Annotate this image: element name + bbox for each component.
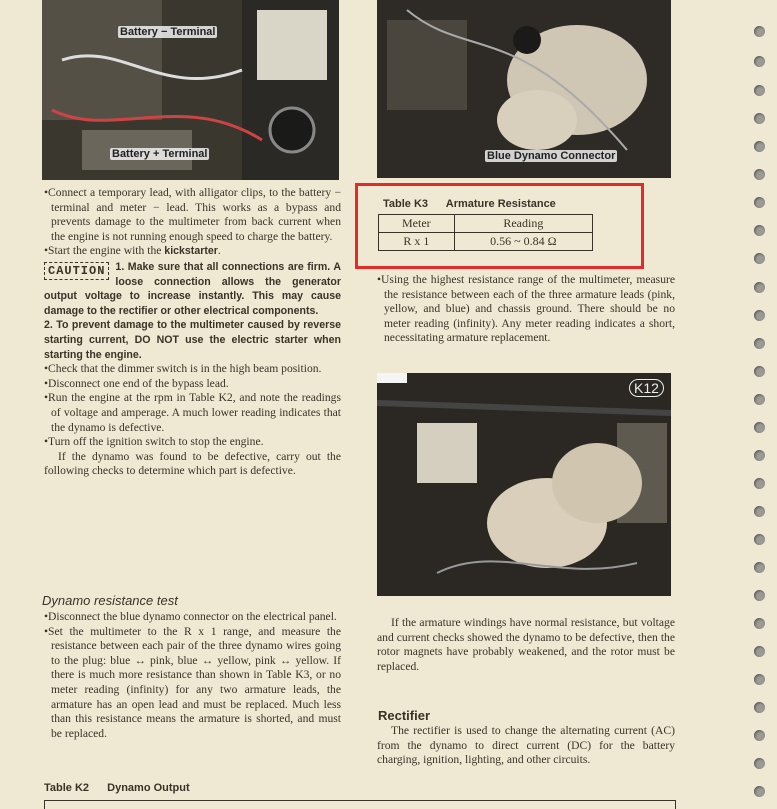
binder-hole (754, 85, 765, 96)
binder-hole (754, 646, 765, 657)
binder-hole (754, 786, 765, 797)
binder-hole (754, 169, 765, 180)
dynamo-resistance-heading: Dynamo resistance test (42, 593, 178, 608)
binder-hole (754, 562, 765, 573)
binder-hole (754, 26, 765, 37)
right-column-bottom (377, 724, 675, 768)
binder-hole (754, 113, 765, 124)
binder-hole (754, 618, 765, 629)
binder-hole (754, 253, 765, 264)
binder-hole (754, 225, 765, 236)
binder-hole (754, 450, 765, 461)
table-k2-number: Table K2 (44, 782, 90, 794)
paragraph-start-engine (44, 244, 341, 259)
table-k3-header-meter: Meter (379, 215, 455, 233)
left-column-bottom (44, 610, 341, 741)
paragraph-ignition-off: •Turn off the ignition switch to stop the engine. (44, 435, 264, 449)
binder-hole (754, 197, 765, 208)
binder-hole (754, 730, 765, 741)
left-column-top (44, 186, 341, 479)
caution-box: CAUTION (44, 262, 109, 280)
table-k3-cell-meter: R x 1 (379, 233, 455, 251)
rectifier-heading: Rectifier (378, 708, 431, 723)
binder-hole (754, 534, 765, 545)
figure-k12-label: K12 (629, 379, 664, 397)
right-column-middle (377, 616, 675, 674)
caution-item-1: 1. Make sure that all connections are firm. A loose connection allows the generator output voltage to increase instantly. This may cause damage to the rectifier or other electrical components. (44, 260, 341, 317)
binder-hole (754, 478, 765, 489)
start-engine-suffix: . (217, 244, 221, 258)
binder-hole (754, 338, 765, 349)
paragraph-rotor-magnets: If the armature windings have normal resistance, but voltage and current checks showed the dynamo to be defective, then the rotor magnets have probably weakened, and the rotor must be replaced. (377, 616, 675, 673)
binder-hole (754, 422, 765, 433)
battery-minus-label: Battery − Terminal (120, 26, 216, 38)
binder-hole (754, 674, 765, 685)
right-column-top (377, 273, 675, 346)
table-k3-cell-reading: 0.56 ~ 0.84 Ω (454, 233, 592, 251)
table-k2-title (44, 782, 190, 794)
paragraph-dimmer: •Check that the dimmer switch is in the high beam position. (44, 362, 322, 376)
table-k2-name: Dynamo Output (107, 782, 190, 794)
paragraph-bypass: •Connect a temporary lead, with alligator clips, to the battery − terminal and meter − lead. This works as a bypass and prevents damage to the multimeter from back current when the engine is not running enough speed to charge the battery. (44, 186, 341, 243)
binder-hole (754, 282, 765, 293)
paragraph-disconnect-bypass: •Disconnect one end of the bypass lead. (44, 376, 229, 390)
paragraph-defective: If the dynamo was found to be defective, carry out the following checks to determine which part is defective. (44, 449, 341, 478)
battery-plus-label: Battery + Terminal (112, 148, 208, 160)
binder-hole (754, 702, 765, 713)
binder-hole (754, 758, 765, 769)
table-k3-name: Armature Resistance (445, 198, 556, 210)
blue-dynamo-connector-photo (377, 0, 671, 178)
binder-hole (754, 141, 765, 152)
caution-block (44, 260, 341, 362)
paragraph-disconnect-connector: •Disconnect the blue dynamo connector on the electrical panel. (44, 610, 337, 623)
table-k3-highlight (355, 183, 644, 269)
binder-hole (754, 366, 765, 377)
paragraph-highest-resistance: •Using the highest resistance range of the multimeter, measure the resistance between each of the three armature leads (pink, yellow, and blue) and chassis ground. There should be no meter reading (infinity). Any meter reading indicates a short, necessitating armature replacement. (377, 273, 675, 345)
caution-item-2: 2. To prevent damage to the multimeter caused by reverse starting current, DO NOT use the electric starter when starting the engine. (44, 319, 341, 361)
binder-hole (754, 310, 765, 321)
kickstarter-text: kickstarter (164, 245, 218, 258)
start-engine-text: •Start the engine with the (44, 244, 165, 258)
binder-hole (754, 56, 765, 67)
table-k3-header-reading: Reading (454, 215, 592, 233)
armature-test-photo (377, 373, 671, 596)
binder-hole (754, 394, 765, 405)
table-k3-number: Table K3 (383, 198, 429, 210)
paragraph-rectifier: The rectifier is used to change the alternating current (AC) from the dynamo to direct current (DC) for the battery charging, ignition, lighting, and other circuits. (377, 724, 675, 767)
binder-hole (754, 506, 765, 517)
binder-hole (754, 590, 765, 601)
paragraph-run-engine: •Run the engine at the rpm in Table K2, and note the readings of voltage and amperage. A much lower reading indicates that the dynamo is defective. (44, 391, 341, 434)
binder-holes (747, 0, 777, 808)
battery-terminal-photo (42, 0, 339, 180)
blue-dynamo-connector-label: Blue Dynamo Connector (487, 150, 616, 162)
paragraph-set-multimeter: •Set the multimeter to the R x 1 range, and measure the resistance between each pair of the three dynamo wires going to the plug: blue ↔ pink, blue ↔ yellow, pink ↔ yellow. If there is much more resistance than shown in Table K3, or no meter reading (infinity) for any two armature leads, the armature has an open lead and must be replaced. Much less than this resistance means the armature is shorted, and must be replaced. (44, 624, 341, 740)
